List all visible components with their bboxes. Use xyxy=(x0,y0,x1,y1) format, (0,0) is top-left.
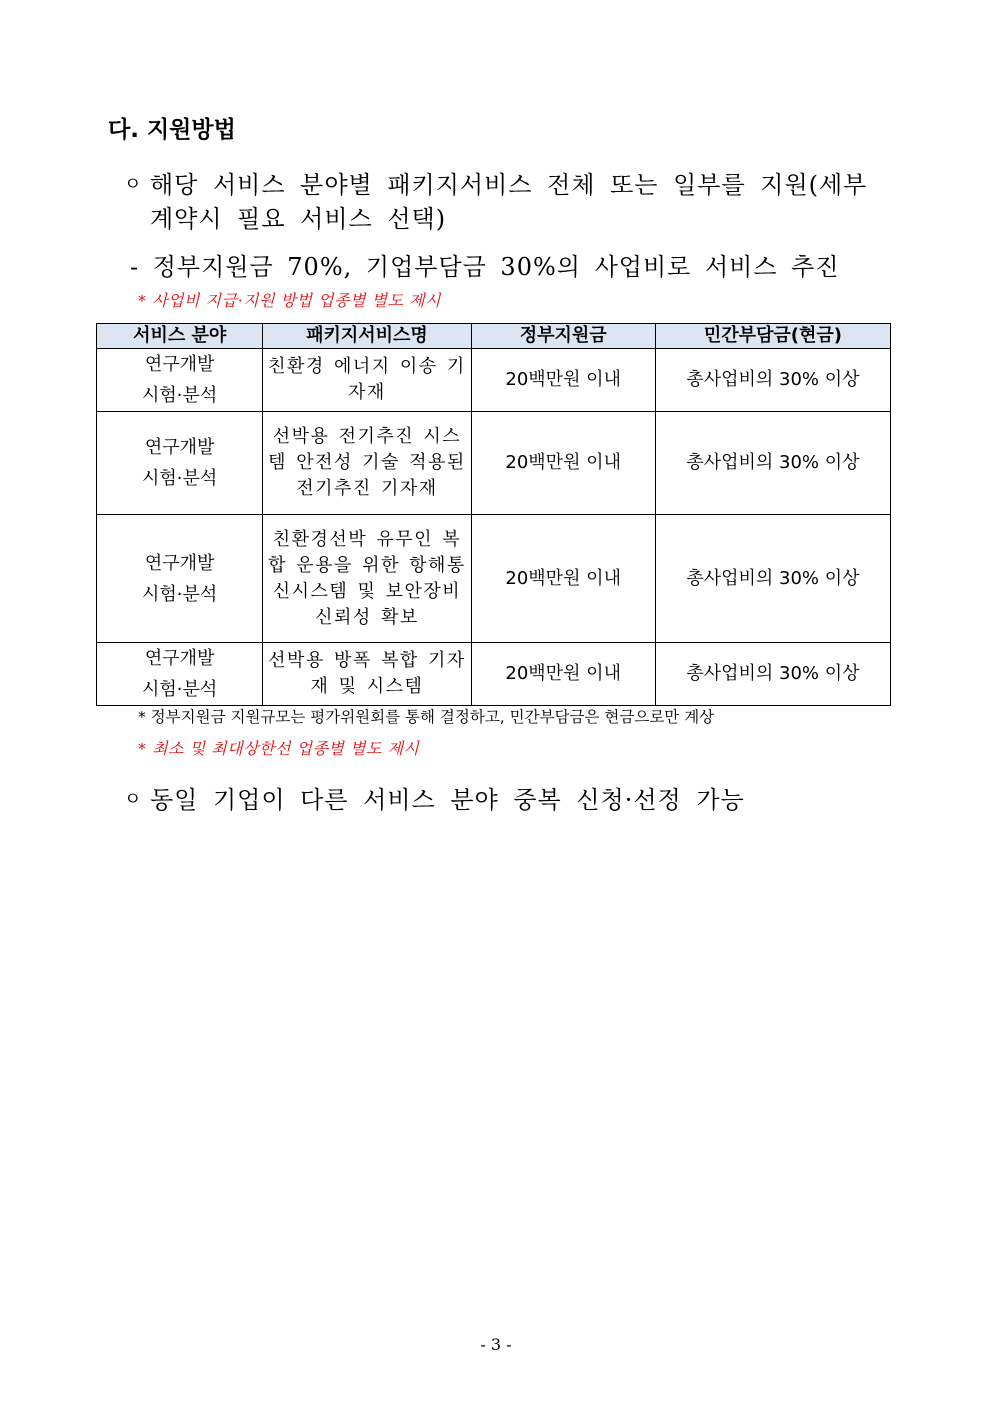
bullet-text: 해당 서비스 분야별 패키지서비스 전체 또는 일부를 지원(세부 계약시 필요 서비스 선택) xyxy=(150,171,868,233)
bullet-support-scope xyxy=(124,168,894,236)
note-min-max-limits: * 최소 및 최대상한선 업종별 별도 제시 xyxy=(138,739,420,758)
table-header-row xyxy=(97,324,891,349)
cell-service-field: 연구개발 시험·분석 xyxy=(97,349,263,412)
cell-service-field: 연구개발 시험·분석 xyxy=(97,412,263,515)
cell-package-name: 친환경선박 유무인 복합 운용을 위한 항해통신시스템 및 보안장비 신뢰성 확보 xyxy=(263,515,471,643)
cell-gov-support: 20백만원 이내 xyxy=(471,643,655,706)
cell-service-field: 연구개발 시험·분석 xyxy=(97,515,263,643)
page-number: - 3 - xyxy=(480,1335,512,1354)
header-service-field: 서비스 분야 xyxy=(97,324,263,349)
cell-package-name: 친환경 에너지 이송 기자재 xyxy=(263,349,471,412)
bullet-mark: ㅇ xyxy=(124,174,143,195)
bullet-mark: ㅇ xyxy=(124,789,143,810)
cell-package-name: 선박용 방폭 복합 기자재 및 시스템 xyxy=(263,643,471,706)
funding-ratio-item: - 정부지원금 70%, 기업부담금 30%의 사업비로 서비스 추진 xyxy=(130,253,840,281)
section-heading: 다. 지원방법 xyxy=(108,117,236,143)
cell-gov-support: 20백만원 이내 xyxy=(471,412,655,515)
table-row xyxy=(97,412,891,515)
header-gov-support: 정부지원금 xyxy=(471,324,655,349)
header-package-name: 패키지서비스명 xyxy=(263,324,471,349)
support-table xyxy=(96,323,891,706)
table-row xyxy=(97,515,891,643)
note-payment-method: * 사업비 지급·지원 방법 업종별 별도 제시 xyxy=(138,291,441,310)
bullet-duplicate-application xyxy=(124,783,894,817)
table-row xyxy=(97,643,891,706)
cell-service-field: 연구개발 시험·분석 xyxy=(97,643,263,706)
cell-gov-support: 20백만원 이내 xyxy=(471,349,655,412)
table-row xyxy=(97,349,891,412)
header-private-share: 민간부담금(현금) xyxy=(655,324,890,349)
note-support-scale: * 정부지원금 지원규모는 평가위원회를 통해 결정하고, 민간부담금은 현금으로만 계상 xyxy=(138,708,715,726)
cell-private-share: 총사업비의 30% 이상 xyxy=(655,412,890,515)
cell-package-name: 선박용 전기추진 시스템 안전성 기술 적용된 전기추진 기자재 xyxy=(263,412,471,515)
cell-private-share: 총사업비의 30% 이상 xyxy=(655,515,890,643)
cell-private-share: 총사업비의 30% 이상 xyxy=(655,349,890,412)
bullet-text: 동일 기업이 다른 서비스 분야 중복 신청·선정 가능 xyxy=(150,786,745,814)
cell-private-share: 총사업비의 30% 이상 xyxy=(655,643,890,706)
cell-gov-support: 20백만원 이내 xyxy=(471,515,655,643)
